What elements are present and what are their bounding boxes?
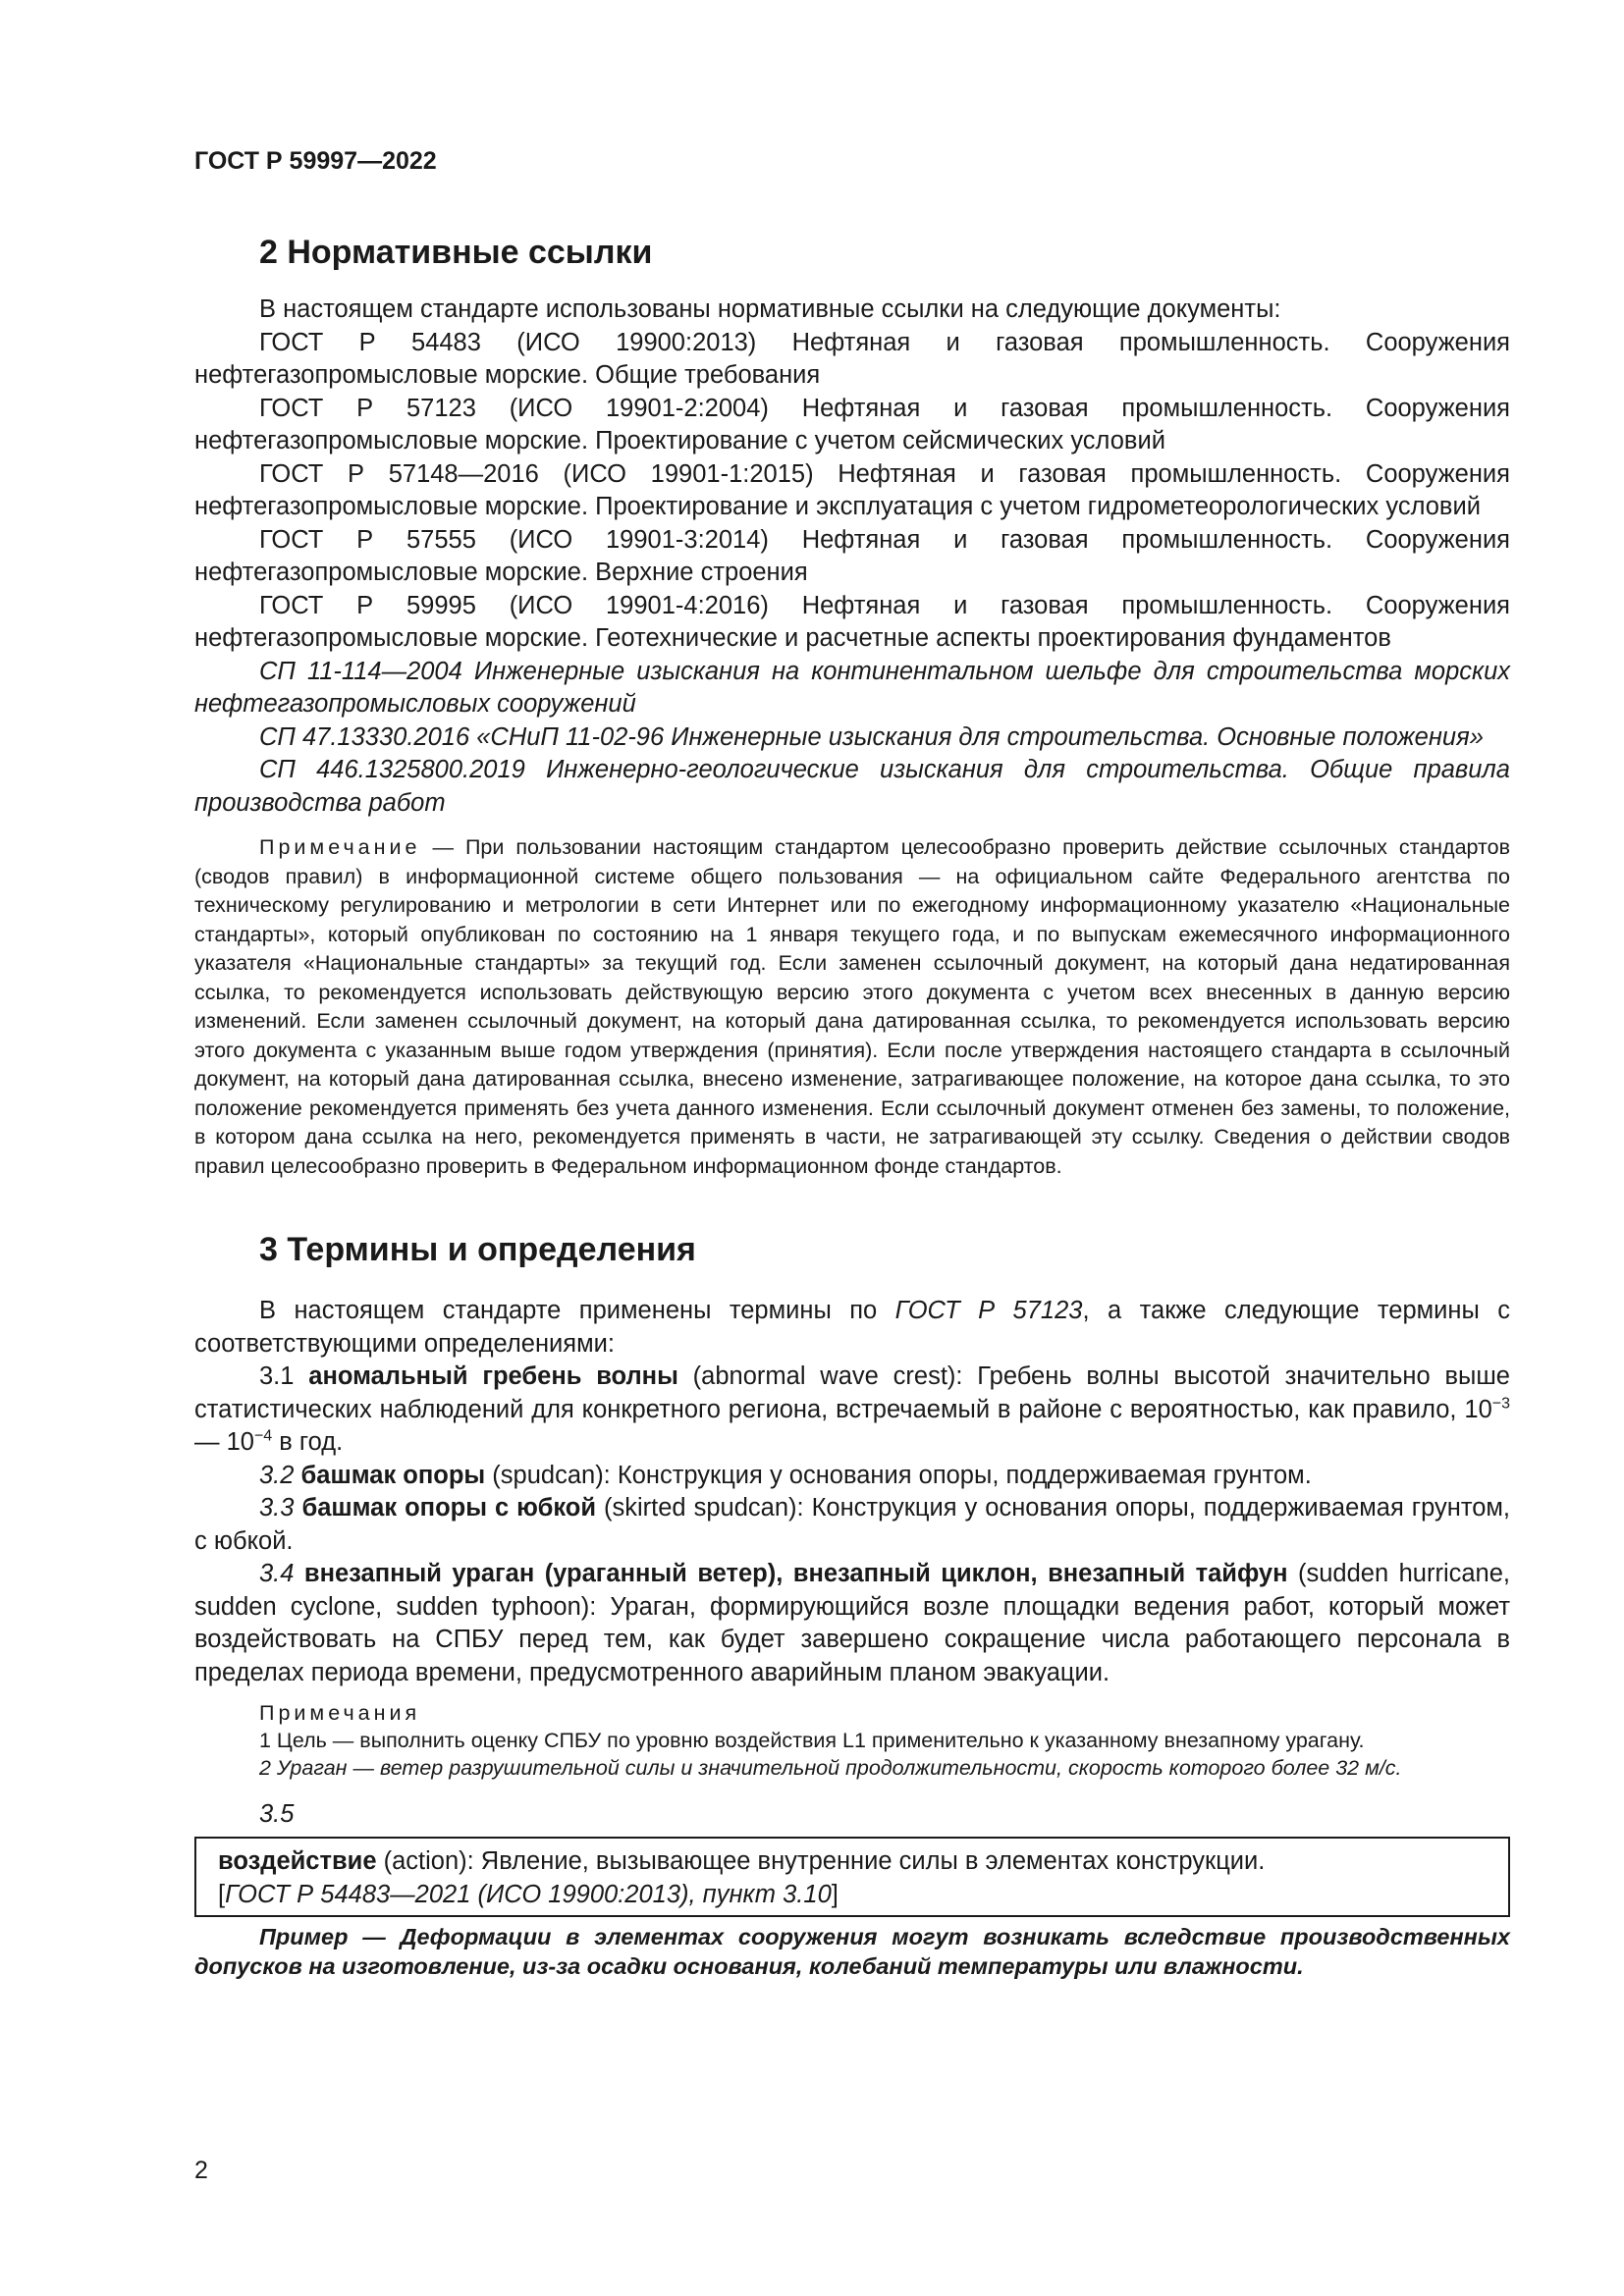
term-3-2 <box>194 1460 1510 1493</box>
example: Пример — Деформации в элементах сооружения могут возникать вследствие производственных допусков на изготовление, из-за осадки основания, колебаний температуры или влажности. <box>194 1924 1510 1979</box>
reference-item: ГОСТ Р 57555 (ИСО 19901-3:2014) Нефтяная и газовая промышленность. Сооружения нефтегазопромысловые морские. Верхние строения <box>194 525 1510 586</box>
paragraph <box>194 1295 1510 1361</box>
term-definition: (sudden hurricane, sudden cyclone, sudden typhoon): Ураган, формирующийся возле площадки ведения работ, который может воздействовать на СПБУ перед тем, как будет завершено сокращение числа работающего персонала в пределах периода времени, предусмотренного аварийным планом эвакуации. <box>194 1560 1510 1686</box>
term-3-1 <box>194 1361 1510 1460</box>
source-reference: ГОСТ Р 54483—2021 (ИСО 19900:2013), пункт 3.10 <box>225 1881 832 1908</box>
term-3-5 <box>218 1844 1494 1878</box>
term-name: внезапный ураган (ураганный ветер), внезапный циклон, внезапный тайфун <box>303 1560 1288 1587</box>
reference-item: СП 446.1325800.2019 Инженерно-геологические изыскания для строительства. Общие правила производства работ <box>194 756 1510 817</box>
section-title: 2 Нормативные ссылки <box>259 234 653 271</box>
note-item: 1 Цель — выполнить оценку СПБУ по уровню воздействия L1 применительно к указанному внезапному урагану. <box>259 1729 1365 1752</box>
reference-item: СП 47.13330.2016 «СНиП 11-02-96 Инженерные изыскания для строительства. Основные положения» <box>259 722 1484 751</box>
term-definition: (abnormal wave crest): Гребень волны высотой значительно выше статистических наблюдений для конкретного региона, встречаемый в районе с вероятностью, как правило, 10 <box>194 1362 1510 1423</box>
term-definition: (skirted spudcan): Конструкция у основания опоры, поддерживаемая грунтом, с юбкой. <box>194 1494 1511 1555</box>
reference-item: ГОСТ Р 59995 (ИСО 19901-4:2016) Нефтяная и газовая промышленность. Сооружения нефтегазопромысловые морские. Геотехнические и расчетные аспекты проектирования фундаментов <box>194 591 1510 652</box>
term-definition: (spudcan): Конструкция у основания опоры, поддерживаемая грунтом. <box>485 1461 1312 1489</box>
note <box>194 833 1510 1181</box>
term-3-3 <box>194 1492 1510 1558</box>
term-number: 3.1 <box>259 1362 309 1390</box>
section-terms <box>194 1230 1510 1981</box>
term-3-5-box <box>194 1837 1510 1917</box>
reference-item: ГОСТ Р 57148—2016 (ИСО 19901-1:2015) Нефтяная и газовая промышленность. Сооружения нефтегазопромысловые морские. Проектирование и эксплуатация с учетом гидрометеорологических условий <box>194 459 1510 520</box>
term-definition: (action): Явление, вызывающее внутренние силы в элементах конструкции. <box>376 1847 1266 1875</box>
term-name: аномальный гребень волны <box>308 1362 678 1390</box>
text: , а также следующие термины с соответствующими определениями: <box>194 1297 1511 1358</box>
term-name: башмак опоры с юбкой <box>301 1494 597 1522</box>
term-name: воздействие <box>218 1847 377 1875</box>
term-number: 3.5 <box>259 1800 295 1828</box>
term-source <box>218 1878 1494 1911</box>
term-number: 3.3 <box>259 1494 295 1522</box>
term-3-4 <box>194 1558 1510 1689</box>
document-header: ГОСТ Р 59997—2022 <box>194 147 437 175</box>
reference-item: ГОСТ Р 54483 (ИСО 19900:2013) Нефтяная и газовая промышленность. Сооружения нефтегазопромысловые морские. Общие требования <box>194 328 1510 389</box>
notes <box>194 1699 1510 1782</box>
term-number: 3.4 <box>259 1560 295 1587</box>
section-title: 3 Термины и определения <box>259 1231 696 1268</box>
note-item: 2 Ураган — ветер разрушительной силы и значительной продолжительности, скорость которого более 32 м/с. <box>259 1756 1402 1780</box>
text: — 10 <box>194 1428 254 1456</box>
document-page <box>194 147 1510 1981</box>
text: в год. <box>272 1428 344 1456</box>
section-normative-references <box>194 233 1510 1181</box>
bracket: ] <box>831 1881 839 1908</box>
text: В настоящем стандарте применены термины по <box>259 1297 895 1324</box>
reference: ГОСТ Р 57123 <box>894 1297 1083 1324</box>
term-number: 3.2 <box>259 1461 295 1489</box>
notes-title: Примечания <box>259 1701 421 1725</box>
bracket: [ <box>218 1881 226 1908</box>
note-label: Примечание <box>259 835 421 859</box>
note-text: — При пользовании настоящим стандартом целесообразно проверить действие ссылочных стандартов (сводов правил) в информационной системе общего пользования — на официальном сайте Федерального агентства по техническому регулированию и метрологии в сети Интернет или по ежегодному информационному указателю «Национальные стандарты», который опубликован по состоянию на 1 января текущего года, и по выпускам ежемесячного информационного указателя «Национальные стандарты» за текущий год. Если заменен ссылочный документ, на который дана недатированная ссылка, то рекомендуется использовать действующую версию этого документа с учетом всех внесенных в данную версию изменений. Если заменен ссылочный документ, на который дана датированная ссылка, то рекомендуется использовать версию этого документа с указанным выше годом утверждения (принятия). Если после утверждения настоящего стандарта в ссылочный документ, на который дана датированная ссылка, внесено изменение, затрагивающее положение, на которое дана ссылка, то это положение рекомендуется применять без учета данного изменения. Если ссылочный документ отменен без замены, то положение, в котором дана ссылка на него, рекомендуется применять в части, не затрагивающей эту ссылку. Сведения о действии сводов правил целесообразно проверить в Федеральном информационном фонде стандартов. <box>194 835 1510 1178</box>
exponent: −4 <box>253 1427 273 1445</box>
page-number: 2 <box>194 2157 208 2184</box>
exponent: −3 <box>1491 1395 1510 1412</box>
paragraph: В настоящем стандарте использованы нормативные ссылки на следующие документы: <box>259 295 1281 323</box>
reference-item: ГОСТ Р 57123 (ИСО 19901-2:2004) Нефтяная и газовая промышленность. Сооружения нефтегазопромысловые морские. Проектирование с учетом сейсмических условий <box>194 394 1510 454</box>
reference-item: СП 11-114—2004 Инженерные изыскания на континентальном шельфе для строительства морских нефтегазопромысловых сооружений <box>194 657 1510 718</box>
term-name: башмак опоры <box>300 1461 486 1489</box>
